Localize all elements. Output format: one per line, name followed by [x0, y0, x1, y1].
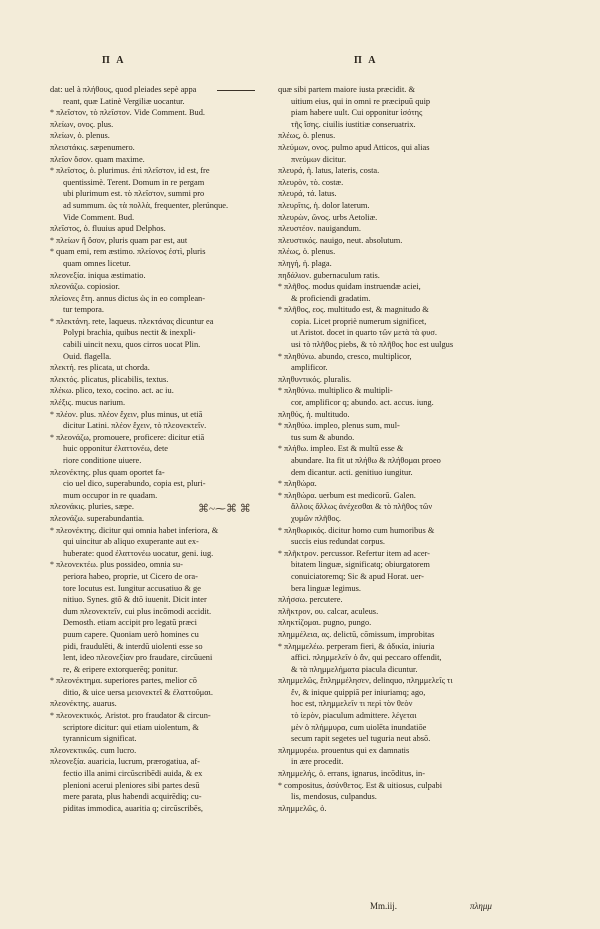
text-line: & proficiendi gradatim.: [291, 293, 371, 303]
text-line: * πλήθω. impleo. Est & multū esse &: [278, 443, 508, 455]
text-line: * πλεῖστον, τὸ πλεῖστον. Vide Comment. Bud.: [50, 107, 270, 119]
text-line: dicitur Latini. πλέον ἔχειν, τὸ πλεονεκτεῖν.: [63, 421, 207, 431]
text-line: ad summum. ὡς τὰ πολλὰ, frequenter, plerúnque.: [63, 200, 229, 210]
text-line: πλέξις. mucus narium.: [50, 398, 126, 408]
text-line: * πλεονεκτέω. plus possideo, omnia su-: [50, 559, 270, 571]
text-line: Polypi brachia, quibus nectit & inexpli-: [63, 328, 196, 338]
text-line: πλημμέλεια, ας. delictū, cōmissum, improbitas: [278, 629, 435, 639]
text-line: pidi, fraudulēti, & interdū uiolenti esse so: [63, 641, 203, 651]
text-line: in ære procedit.: [291, 757, 344, 767]
text-line: mum occupor in re quadam.: [63, 490, 158, 500]
text-line: usi τὸ πλῆθος piebs, & τὸ πλῆθος hoc est uulgus: [291, 340, 454, 350]
text-line: dum πλεονεκτεῖν, cui plus incōmodi accidit.: [63, 606, 212, 616]
text-line: amplificor.: [291, 363, 328, 373]
text-line: * πλεονέκτημα. superiores partes, melior cō: [50, 675, 270, 687]
text-line: tyrannicum significat.: [63, 734, 137, 744]
text-line: nitiuo. Synes. gtō & dtō iuuenit. Dicit inter: [63, 595, 207, 605]
text-line: πληθύς, ἡ. multitudo.: [278, 409, 350, 419]
text-line: χυμῶν πλῆθος.: [291, 513, 342, 523]
text-line: πλεονάζω. copiosior.: [50, 282, 120, 292]
text-line: πλευστικός. nauigo, neut. absolutum.: [278, 235, 403, 245]
text-line: πλευρῖτις, ἡ. dolor laterum.: [278, 200, 370, 210]
text-line: dem dicantur. acti. genitiuo iungitur.: [291, 467, 413, 477]
text-line: cor, amplificor q; abundo. act. accus. iung.: [291, 398, 434, 408]
text-line: πλειστάκις. sæpenumero.: [50, 142, 135, 152]
text-line: * πλημμελέω. perperam fieri, & ἀδικία, iniuria: [278, 641, 508, 653]
text-line: * quam emi, rem æstimo. πλείονος ἐστὶ, pluris: [50, 246, 270, 258]
text-line: πλεονάκις. pluries, sæpe.: [50, 502, 134, 512]
signature-mark: Mm.iij.: [370, 901, 398, 911]
text-line: affici. πλημμελεῖν ὁ ἂν, qui peccaro offendit,: [291, 653, 442, 663]
text-line: & τὰ πλημμελήματα piacula dicuntur.: [291, 664, 418, 674]
text-line: πλευρά, τά. latus.: [278, 189, 337, 199]
text-line: quæ sibi partem maiore iusta præcidit. &: [278, 85, 416, 94]
text-line: ditio, & uice uersa μειονεκτεῖ & ἐλαττοῦμαι.: [63, 687, 214, 697]
text-line: bera linguæ legimus.: [291, 583, 362, 593]
marginal-ornament: ⌘~⁓⌘ ⌘: [198, 503, 251, 515]
text-line: τῆς ἴσης. ciuilis iustitiæ conseruatrix.: [291, 119, 416, 129]
text-line: πλημμελῶς, ἔπλημμέλησεν, delinquo, πλημμελεῖς τι: [278, 676, 453, 686]
text-line: * πλεῖστος, ὁ. plurimus. ἐπὶ πλεῖστον, id est, fre: [50, 165, 270, 177]
text-line: πλεονεκτικῶς. cum lucro.: [50, 745, 137, 755]
text-line: Vide Comment. Bud.: [63, 212, 135, 222]
text-line: tus sum & abundo.: [291, 432, 355, 442]
text-line: πλευρά, ἡ. latus, lateris, costa.: [278, 166, 380, 176]
text-line: * compositus, ἀσύνθετος. Est & uitiosus, culpabi: [278, 780, 508, 792]
text-line: πνεύμων dicitur.: [291, 154, 347, 164]
text-line: * πλεονέκτης. dicitur qui omnia habet inferiora, &: [50, 525, 270, 537]
text-line: huic opponitur ἐλαττονέω, dete: [63, 444, 169, 454]
text-line: πλεκτός. plicatus, plicabilis, textus.: [50, 374, 169, 384]
text-line: tur tempora.: [63, 305, 104, 315]
text-line: qui uincitur ab aliquo exuperante aut ex-: [63, 537, 199, 547]
text-line: secum rapit segetes uel tuguria neut absō.: [291, 734, 431, 744]
left-column: [50, 84, 270, 814]
text-line: * πληθύνω. multiplico & multipli-: [278, 385, 508, 397]
text-line: πλεονέκτης. auarus.: [50, 699, 117, 709]
text-line: * πλεκτάνη. rete, laqueus. πλεκτάνας dicuntur ea: [50, 316, 270, 328]
running-head-right: Π A: [354, 55, 378, 66]
text-line: πλείονες ἔτη. annus dictus ὡς in eo complean-: [50, 293, 206, 303]
text-line: πλεονέκτης. plus quam oportet fa-: [50, 467, 165, 477]
text-line: πλεῖστος, ὁ. fluuius apud Delphos.: [50, 224, 166, 234]
text-line: * πλεονεκτικός. Aristot. pro fraudator & circun-: [50, 710, 270, 722]
text-line: quam omnes licetur.: [63, 258, 131, 268]
text-line: riore conditione uiuere.: [63, 456, 142, 465]
text-line: * πληθωρικός. dicitur homo cum humoribus &: [278, 525, 508, 537]
catchword: πλημμ: [470, 901, 492, 911]
text-line: τὸ ἱερὸν, piaculum admittere. λέγεται: [291, 711, 417, 721]
text-line: πλευρὼν, ῶνος. urbs Aetoliæ.: [278, 212, 378, 222]
text-line: * πλῆθος, εος. multitudo est, & magnitudo &: [278, 304, 508, 316]
text-line: πλημμελής, ὁ. errans, ignarus, incōditus, in-: [278, 769, 426, 779]
text-line: * πλεονάζω, promouere, proficere: dicitur etiā: [50, 432, 270, 444]
text-line: mere parata, plus habendi acquirēdiq; cu-: [63, 792, 202, 802]
text-line: πλεονεξία. auaricia, lucrum, prærogatiua, af-: [50, 757, 200, 767]
text-line: ubi plurimum est. τὸ πλεῖστον, summi pro: [63, 189, 205, 199]
text-line: bitatem linguæ, significatq; obiurgatorem: [291, 560, 430, 570]
text-line: ἔν, & inique quippiā per iniuriamq; ago,: [291, 687, 426, 697]
text-line: Demosth. etiam accipit pro legatū præci: [63, 618, 197, 628]
text-line: πλήσσω. percutere.: [278, 595, 343, 605]
text-line: lis, mendosus, culpandus.: [291, 792, 377, 802]
text-line: πλεῖον ὅσον. quam maxime.: [50, 154, 145, 164]
text-line: πλημμυρέω. prouentus qui ex damnatis: [278, 745, 410, 755]
text-line: abundare. Ita fit ut πλήθω & πλήθομαι proeo: [291, 456, 441, 465]
text-line: Ouid. flagella.: [63, 351, 112, 361]
text-line: πλευρὸν, τὸ. costæ.: [278, 177, 344, 187]
text-line: hoc est, πλημμελεῖν τι περὶ τὸν θεὸν: [291, 699, 413, 709]
text-line: cabili uincit nexu, quos cirros uocat Plin.: [63, 340, 201, 350]
text-line: ut Aristot. docet in quarto τῶν μετὰ τὰ φυσ.: [291, 328, 437, 338]
text-line: copia. Licet propriè numerum significet,: [291, 316, 427, 326]
text-line: * πλῆκτρον. percussor. Refertur item ad acer-: [278, 548, 508, 560]
text-line: huberate: quod ἐλαττονέω uocatur, geni. iug.: [63, 548, 214, 558]
text-line: reant, quæ Latinè Vergiliæ uocantur.: [63, 96, 185, 106]
text-line: πηδάλιον. gubernaculum ratis.: [278, 270, 380, 280]
text-line: piam habere uult. Cui opponitur ἰσότης: [291, 108, 423, 118]
text-line: πλέως, ὁ. plenus.: [278, 247, 336, 257]
text-line: * πληθύω. impleo, plenus sum, mul-: [278, 420, 508, 432]
text-line: πλεονεξία. iniqua æstimatio.: [50, 270, 146, 280]
text-line: πληγή, ἡ. plaga.: [278, 258, 332, 268]
text-line: periora habeo, proprie, ut Cicero de ora-: [63, 571, 198, 581]
text-line: tore locutus est. Iungitur accusatiuo & ge: [63, 583, 201, 593]
text-line: puum capere. Quoniam uerò homines cu: [63, 629, 199, 639]
text-line: πληκτίζομαι. pugno, pungo.: [278, 618, 372, 628]
text-line: πλείων, ονος. plus.: [50, 119, 114, 129]
text-line: quentissimè. Terent. Domum in re pergam: [63, 177, 205, 187]
right-column: [278, 84, 508, 814]
text-line: re, & eripere extorquerēq; ponitur.: [63, 664, 178, 674]
text-line: * πληθύνω. abundo, cresco, multiplicor,: [278, 351, 508, 363]
running-head-left: Π A: [102, 55, 126, 66]
text-line: πλέκω. plico, texo, cocino. act. ac iu.: [50, 386, 174, 396]
text-line: dat: uel à πλήθους, quod pleiades sepè appa: [50, 85, 197, 94]
text-line: πλῆκτρον, ου. calcar, aculeus.: [278, 606, 379, 616]
text-line: * πληθώρα.: [278, 478, 508, 490]
text-line: piditas immodica, auaritia q; circūscribēs,: [63, 803, 204, 813]
text-line: uitium eius, qui in omni re præcipuū quip: [291, 96, 431, 106]
text-line: conuiciatoremq; Sic & apud Horat. uer-: [291, 571, 424, 581]
text-line: πλεονάζω. superabundantia.: [50, 513, 145, 523]
text-line: plenioni acerui pleniores sibi partes desū: [63, 780, 200, 790]
text-line: πλέως, ὁ. plenus.: [278, 131, 336, 141]
text-line: * πλείων ἢ ὅσον, pluris quam par est, aut: [50, 235, 270, 247]
text-line: scriptore dicitur: qui etiam uiolentum, &: [63, 722, 199, 732]
text-line: succis eius redundat corpus.: [291, 537, 385, 547]
text-line: cio uel dico, superabundo, copia est, pluri-: [63, 479, 206, 489]
text-line: lent, ideo πλεονεξίαν pro fraudare, circūueni: [63, 653, 213, 663]
text-line: πλεκτή. res plicata, ut chorda.: [50, 363, 150, 373]
text-line: μὲν ὁ πλήμμυρα, cum uiolēta inundatiōe: [291, 722, 427, 732]
text-line: fectio illa animi circūscribēdi auida, & ex: [63, 769, 203, 779]
text-line: πλευστέον. nauigandum.: [278, 224, 362, 234]
text-line: * πληθώρα. uerbum est medicorū. Galen.: [278, 490, 508, 502]
text-line: ἄλλοις ἄλλως ἀνέχεσθαι & τὸ πλῆθος τῶν: [291, 502, 433, 512]
text-line: * πλέον. plus. πλέον ἔχειν, plus minus, ut etiā: [50, 409, 270, 421]
text-line: πληθυντικός. pluralis.: [278, 374, 352, 384]
text-line: πλείων, ὁ. plenus.: [50, 131, 110, 141]
text-line: * πλῆθος. modus quidam instruendæ aciei,: [278, 281, 508, 293]
text-line: πλεύμων, ονος. pulmo apud Atticos, qui alias: [278, 142, 430, 152]
text-line: πλημμελῶς, ὁ.: [278, 803, 327, 813]
